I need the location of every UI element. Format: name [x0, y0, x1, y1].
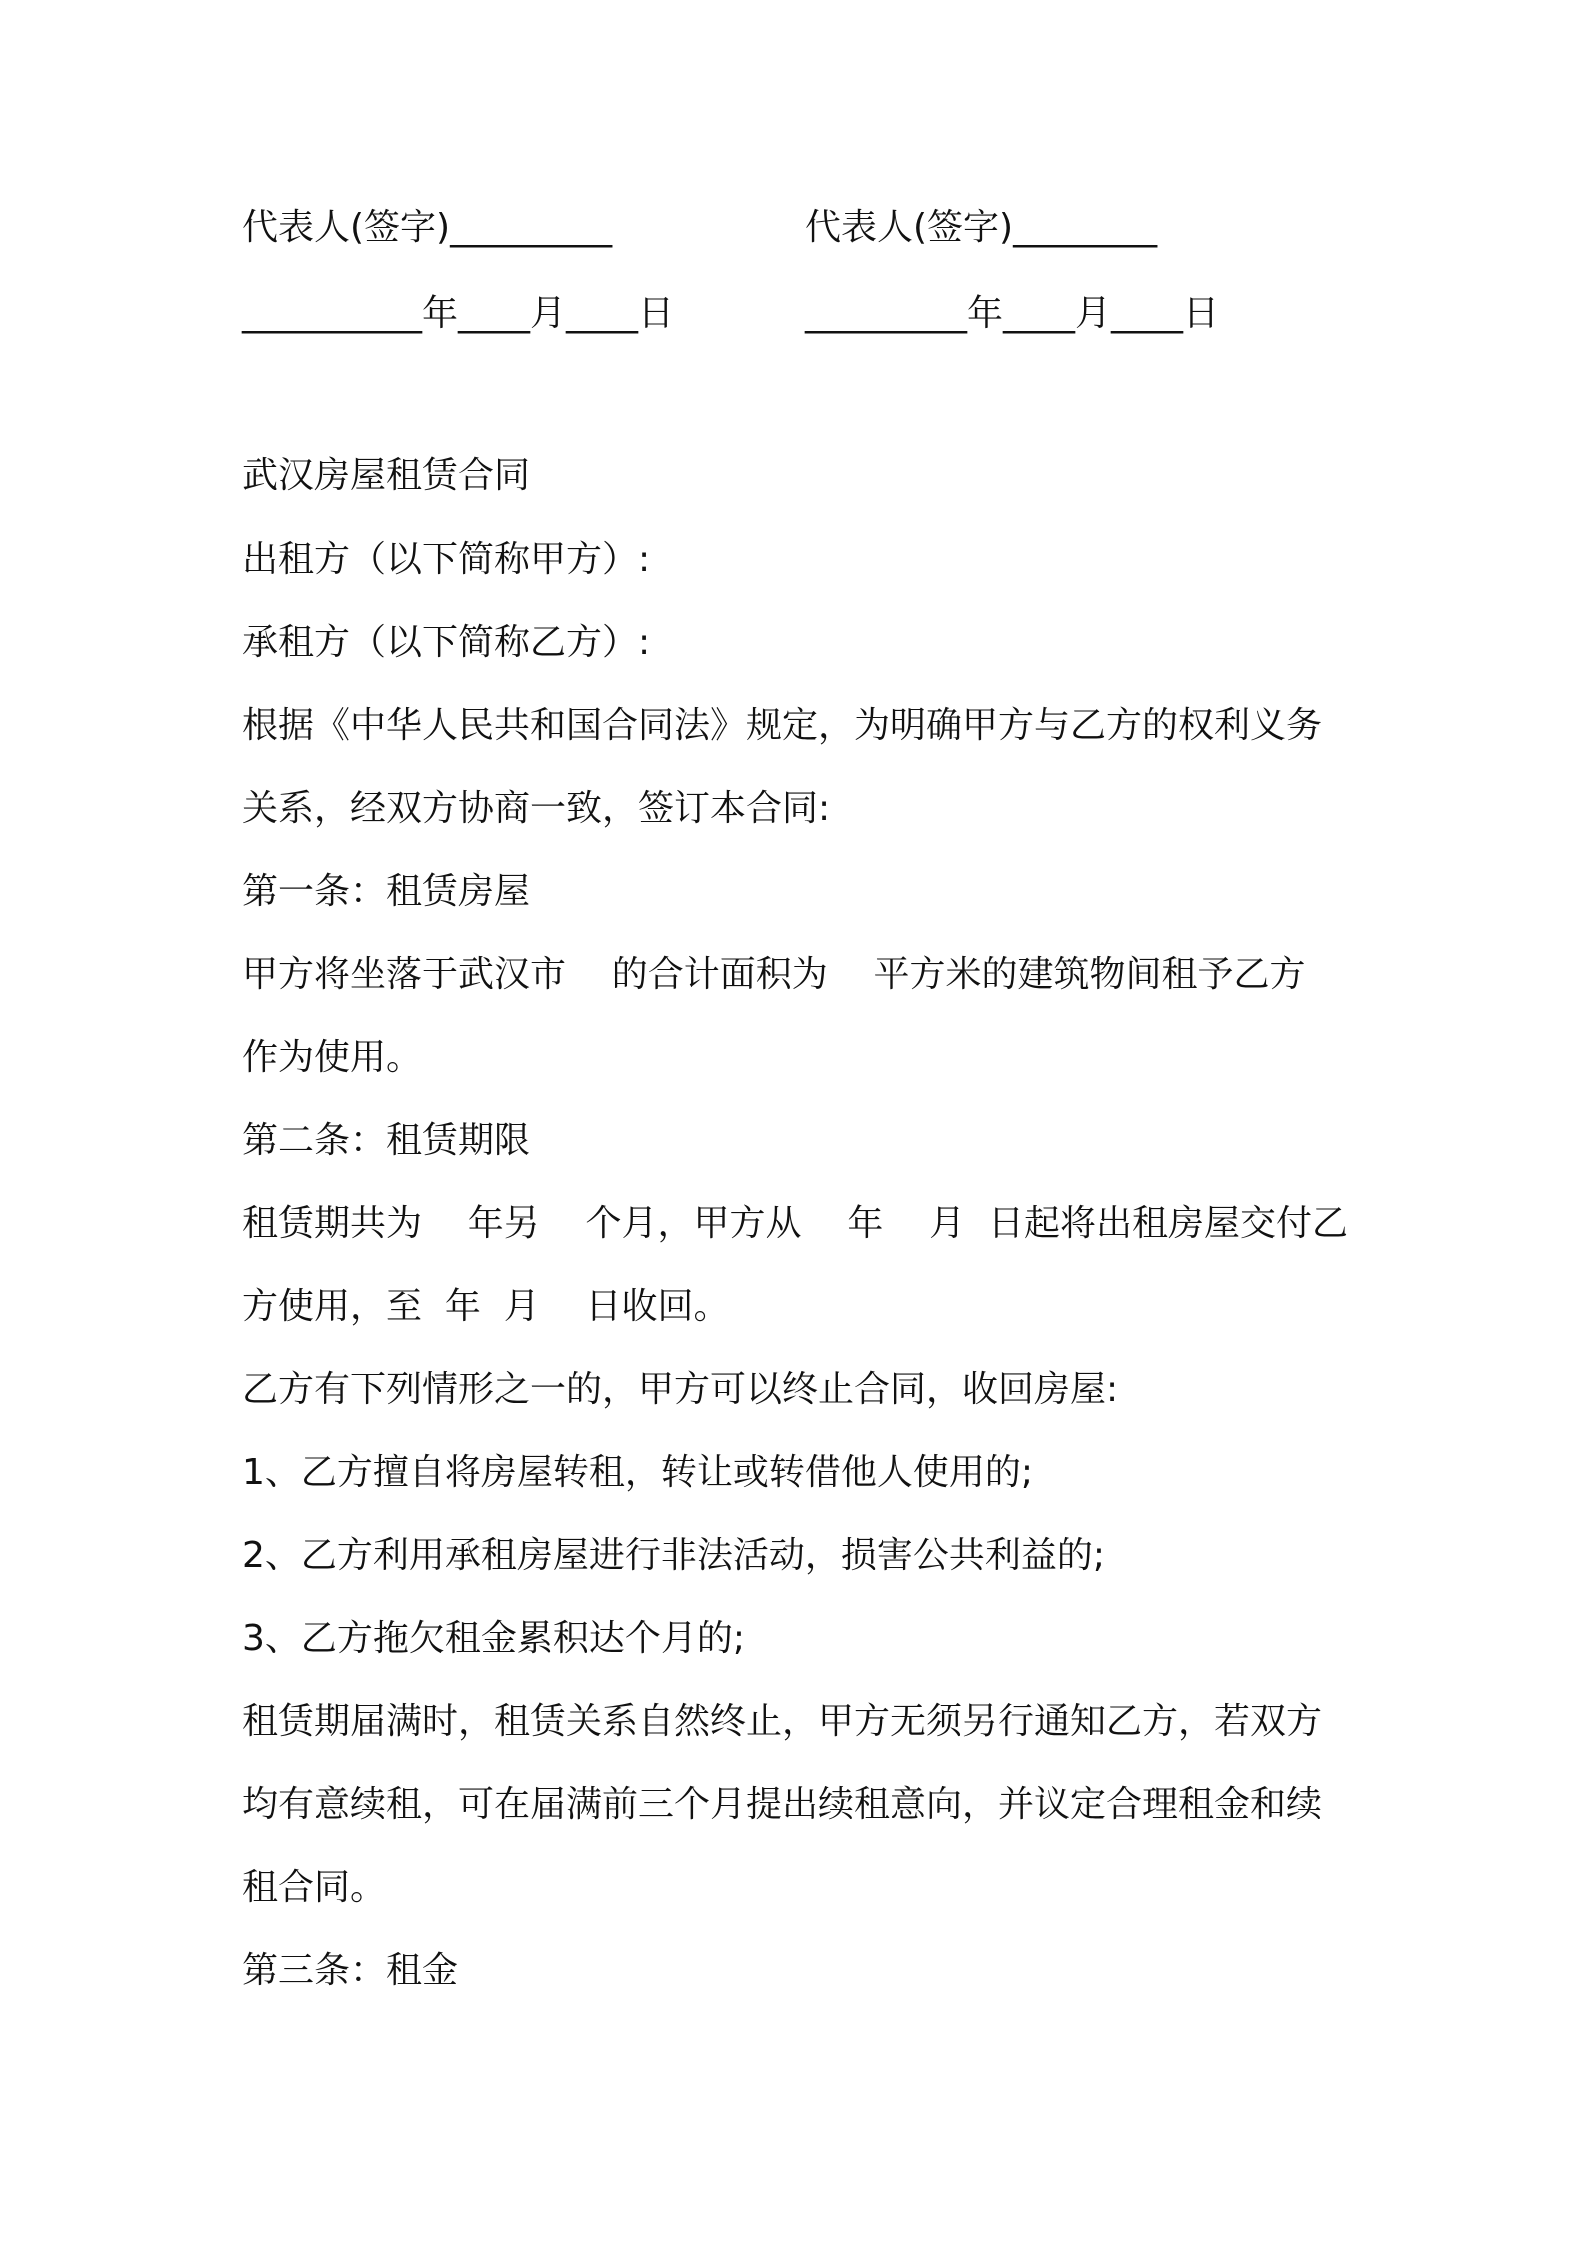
termination-intro: 乙方有下列情形之一的，甲方可以终止合同，收回房屋: — [242, 1369, 1119, 1410]
article-2-heading: 第二条：租赁期限 — [242, 1120, 531, 1161]
lessee-line: 承租方（以下简称乙方）: — [242, 622, 651, 663]
contract-title: 武汉房屋租赁合同 — [242, 455, 531, 496]
article-1-heading: 第一条：租赁房屋 — [242, 871, 531, 912]
party-b-signature-date: _________年____月____日 — [805, 293, 1219, 334]
article-1-text-line-1: 甲方将坐落于武汉市 的合计面积为 平方米的建筑物间租予乙方 — [242, 954, 1306, 995]
termination-item-1: 1、乙方擅自将房屋转租，转让或转借他人使用的; — [242, 1452, 1034, 1493]
preamble-line-2: 关系，经双方协商一致，签订本合同: — [242, 788, 831, 829]
party-b-representative-signature: 代表人(签字)________ — [805, 207, 1158, 248]
termination-item-2: 2、乙方利用承租房屋进行非法活动，损害公共利益的; — [242, 1535, 1106, 1576]
termination-item-3: 3、乙方拖欠租金累积达个月的; — [242, 1618, 746, 1659]
article-2-text-line-1: 租赁期共为 年另 个月，甲方从 年 月 日起将出租房屋交付乙 — [242, 1203, 1348, 1244]
article-3-heading: 第三条：租金 — [242, 1950, 459, 1991]
expiry-line-2: 均有意续租，可在届满前三个月提出续租意向，并议定合理租金和续 — [242, 1784, 1323, 1825]
party-a-representative-signature: 代表人(签字)_________ — [242, 207, 613, 248]
party-a-signature-date: __________年____月____日 — [242, 293, 674, 334]
article-2-text-line-2: 方使用，至 年 月 日收回。 — [242, 1286, 730, 1327]
expiry-line-1: 租赁期届满时，租赁关系自然终止，甲方无须另行通知乙方，若双方 — [242, 1701, 1323, 1742]
expiry-line-3: 租合同。 — [242, 1867, 387, 1908]
article-1-text-line-2: 作为使用。 — [242, 1037, 423, 1078]
preamble-line-1: 根据《中华人民共和国合同法》规定，为明确甲方与乙方的权利义务 — [242, 705, 1323, 746]
lessor-line: 出租方（以下简称甲方）: — [242, 539, 651, 580]
